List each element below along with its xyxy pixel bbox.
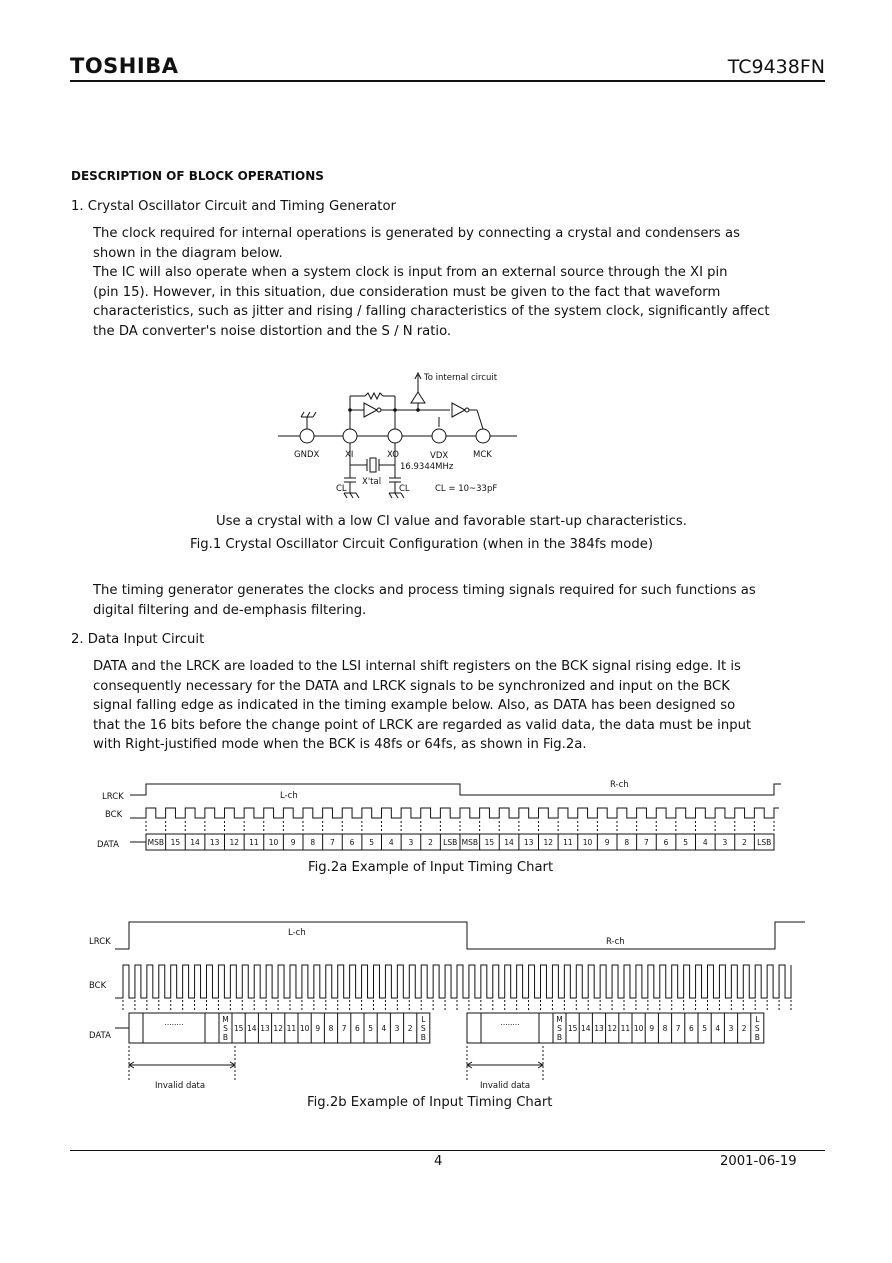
bit-label: 7 [675, 1024, 681, 1033]
bit-label: 13 [594, 1024, 604, 1033]
text-line: the DA converter's noise distortion and the S / N ratio. [93, 323, 452, 339]
bit-label: 2 [407, 1024, 413, 1033]
lsb-letter: B [420, 1033, 426, 1042]
dots-label: ........ [164, 1018, 184, 1027]
lsb-letter: L [421, 1015, 426, 1024]
signal-label: DATA [89, 1031, 111, 1041]
invalid-data-label: Invalid data [480, 1081, 531, 1091]
msb-letter: S [223, 1024, 228, 1033]
data-cell-label: 11 [249, 838, 259, 847]
data-cell-label: 2 [742, 838, 747, 847]
bit-label: 15 [233, 1024, 244, 1033]
item1-paragraph-2 [93, 581, 833, 620]
bck-waveform [130, 808, 779, 818]
text-line: that the 16 bits before the change point of LRCK are regarded as valid data, the data must be input [93, 717, 752, 733]
item1-paragraph [93, 224, 833, 342]
data-cell-label: 15 [484, 838, 495, 847]
signal-label: BCK [105, 810, 123, 820]
data-cell-label: MSB [461, 838, 479, 847]
data-cell-label: 8 [310, 838, 316, 847]
bit-label: 8 [662, 1024, 668, 1033]
text-line: The clock required for internal operations is generated by connecting a crystal and condensers as [93, 226, 740, 241]
fig2b-caption: Fig.2b Example of Input Timing Chart [307, 1095, 553, 1110]
msb-letter: B [222, 1033, 229, 1042]
bit-label: 6 [355, 1024, 360, 1033]
data-cell-label: 3 [408, 838, 414, 847]
lsb-letter: L [755, 1015, 760, 1024]
bit-label: 12 [273, 1024, 283, 1033]
text-line: with Right-justified mode when the BCK is 48fs or 64fs, as shown in Fig.2a. [93, 737, 587, 753]
to-internal-label: To internal circuit [424, 373, 498, 383]
bit-label: 12 [607, 1024, 617, 1033]
lsb-letter: S [754, 1024, 760, 1033]
bck-waveform [115, 965, 791, 998]
signal-label: DATA [97, 840, 119, 850]
oscillator-circuit-diagram [270, 365, 530, 510]
bit-label: 10 [633, 1024, 644, 1033]
data-cell-label: 8 [624, 838, 630, 847]
data-cell-label: 15 [170, 838, 181, 847]
bit-label: 8 [328, 1024, 334, 1033]
data-cell-label: LSB [757, 838, 772, 847]
text-line: (pin 15). However, in this situation, due consideration must be given to the fact that waveform [93, 284, 721, 300]
bit-label: 14 [581, 1024, 591, 1033]
data-cell-label: 10 [268, 838, 279, 847]
bit-label: 3 [728, 1024, 734, 1033]
bit-label: 4 [381, 1024, 387, 1033]
cl-right-label: CL [399, 484, 410, 494]
item2-paragraph [93, 657, 833, 755]
signal-label: LRCK [102, 792, 124, 802]
data-cell-label: 11 [563, 838, 573, 847]
pin-label: VDX [430, 451, 449, 461]
fig2a-caption: Fig.2a Example of Input Timing Chart [308, 860, 554, 875]
bit-label: 14 [247, 1024, 257, 1033]
data-cell-label: 6 [349, 838, 355, 847]
timing-chart-2a [90, 775, 790, 857]
data-cell-label: 7 [644, 838, 649, 847]
data-cell-label: 4 [388, 838, 394, 847]
item2-heading: 2. Data Input Circuit [71, 632, 205, 647]
bit-label: 4 [715, 1024, 721, 1033]
bit-label: 5 [702, 1024, 707, 1033]
header-rule [70, 80, 825, 82]
cl-left-label: CL [336, 484, 347, 494]
bit-label: 6 [689, 1024, 694, 1033]
lrck-waveform [130, 784, 781, 795]
fig1-caption: Fig.1 Crystal Oscillator Circuit Configuration (when in the 384fs mode) [190, 537, 653, 552]
pin-label: XI [345, 450, 354, 460]
text-line: shown in the diagram below. [93, 245, 283, 261]
cl-range-label: CL = 10~33pF [435, 484, 498, 494]
data-cell-label: 13 [209, 838, 220, 847]
text-line: digital filtering and de-emphasis filtering. [93, 602, 367, 618]
text-line: The timing generator generates the clocks and process timing signals required for such functions as [93, 583, 756, 598]
data-cell-label: 14 [190, 838, 200, 847]
data-cell-label: 12 [543, 838, 554, 847]
bit-label: 10 [299, 1024, 310, 1033]
lsb-letter: B [754, 1033, 760, 1042]
bit-label: 5 [368, 1024, 373, 1033]
bit-label: 13 [260, 1024, 270, 1033]
left-channel-label: L-ch [288, 928, 306, 938]
data-cell-label: MSB [147, 838, 165, 847]
bit-label: 11 [286, 1024, 297, 1033]
msb-letter: B [556, 1033, 563, 1042]
text-line: The IC will also operate when a system clock is input from an external source through the XI pin [93, 265, 728, 281]
data-cell-label: 7 [330, 838, 335, 847]
right-channel-label: R-ch [610, 780, 629, 790]
right-channel-label: R-ch [606, 937, 625, 947]
brand-logo: TOSHIBA [70, 54, 179, 78]
data-cell-label: 13 [523, 838, 534, 847]
data-cell-label: 9 [604, 838, 610, 847]
text-line: DATA and the LRCK are loaded to the LSI internal shift registers on the BCK signal rising edge. It is [93, 659, 741, 674]
text-line: consequently necessary for the DATA and LRCK signals to be synchronized and input on the BCK [93, 678, 730, 694]
data-cell-label: 5 [369, 838, 375, 847]
bit-label: 7 [341, 1024, 347, 1033]
data-cell-label: 2 [428, 838, 433, 847]
fig1-note: Use a crystal with a low CI value and favorable start-up characteristics. [216, 514, 687, 529]
msb-letter: M [556, 1015, 563, 1024]
invalid-data-label: Invalid data [155, 1081, 206, 1091]
dots-label: ........ [500, 1018, 520, 1027]
bit-label: 9 [649, 1024, 655, 1033]
bit-label: 11 [620, 1024, 631, 1033]
lrck-waveform [115, 922, 805, 949]
text-line: signal falling edge as indicated in the timing example below. Also, as DATA has been designed so [93, 698, 736, 714]
text-line: characteristics, such as jitter and rising / falling characteristics of the system clock, significantly affect [93, 304, 770, 320]
timing-chart-2b [85, 915, 810, 1095]
lsb-letter: S [420, 1024, 426, 1033]
pin-label: XO [387, 450, 399, 460]
signal-label: BCK [89, 981, 107, 991]
left-channel-label: L-ch [280, 791, 298, 801]
msb-letter: M [222, 1015, 229, 1024]
signal-label: LRCK [89, 937, 111, 947]
data-cell-label: 5 [683, 838, 689, 847]
footer-rule [70, 1150, 825, 1151]
bit-label: 9 [315, 1024, 321, 1033]
pin-label: MCK [473, 450, 492, 460]
data-cell-label: 14 [504, 838, 514, 847]
pin-label: GNDX [294, 450, 320, 460]
bit-label: 15 [567, 1024, 578, 1033]
data-cell-label: 3 [722, 838, 728, 847]
item1-heading: 1. Crystal Oscillator Circuit and Timing Generator [71, 199, 396, 214]
page-number: 4 [434, 1154, 443, 1169]
section-title: DESCRIPTION OF BLOCK OPERATIONS [71, 169, 324, 183]
data-cell-label: 12 [229, 838, 240, 847]
data-cell-label: LSB [443, 838, 458, 847]
bit-label: 2 [741, 1024, 747, 1033]
footer-date: 2001-06-19 [720, 1154, 797, 1169]
data-cell-label: 9 [290, 838, 296, 847]
freq-label: 16.9344MHz [400, 462, 454, 472]
data-cell-label: 10 [582, 838, 593, 847]
data-cell-label: 4 [702, 838, 708, 847]
xtal-label: X'tal [362, 477, 382, 487]
bit-label: 3 [394, 1024, 400, 1033]
part-number: TC9438FN [727, 56, 825, 78]
data-cell-label: 6 [663, 838, 669, 847]
msb-letter: S [557, 1024, 562, 1033]
